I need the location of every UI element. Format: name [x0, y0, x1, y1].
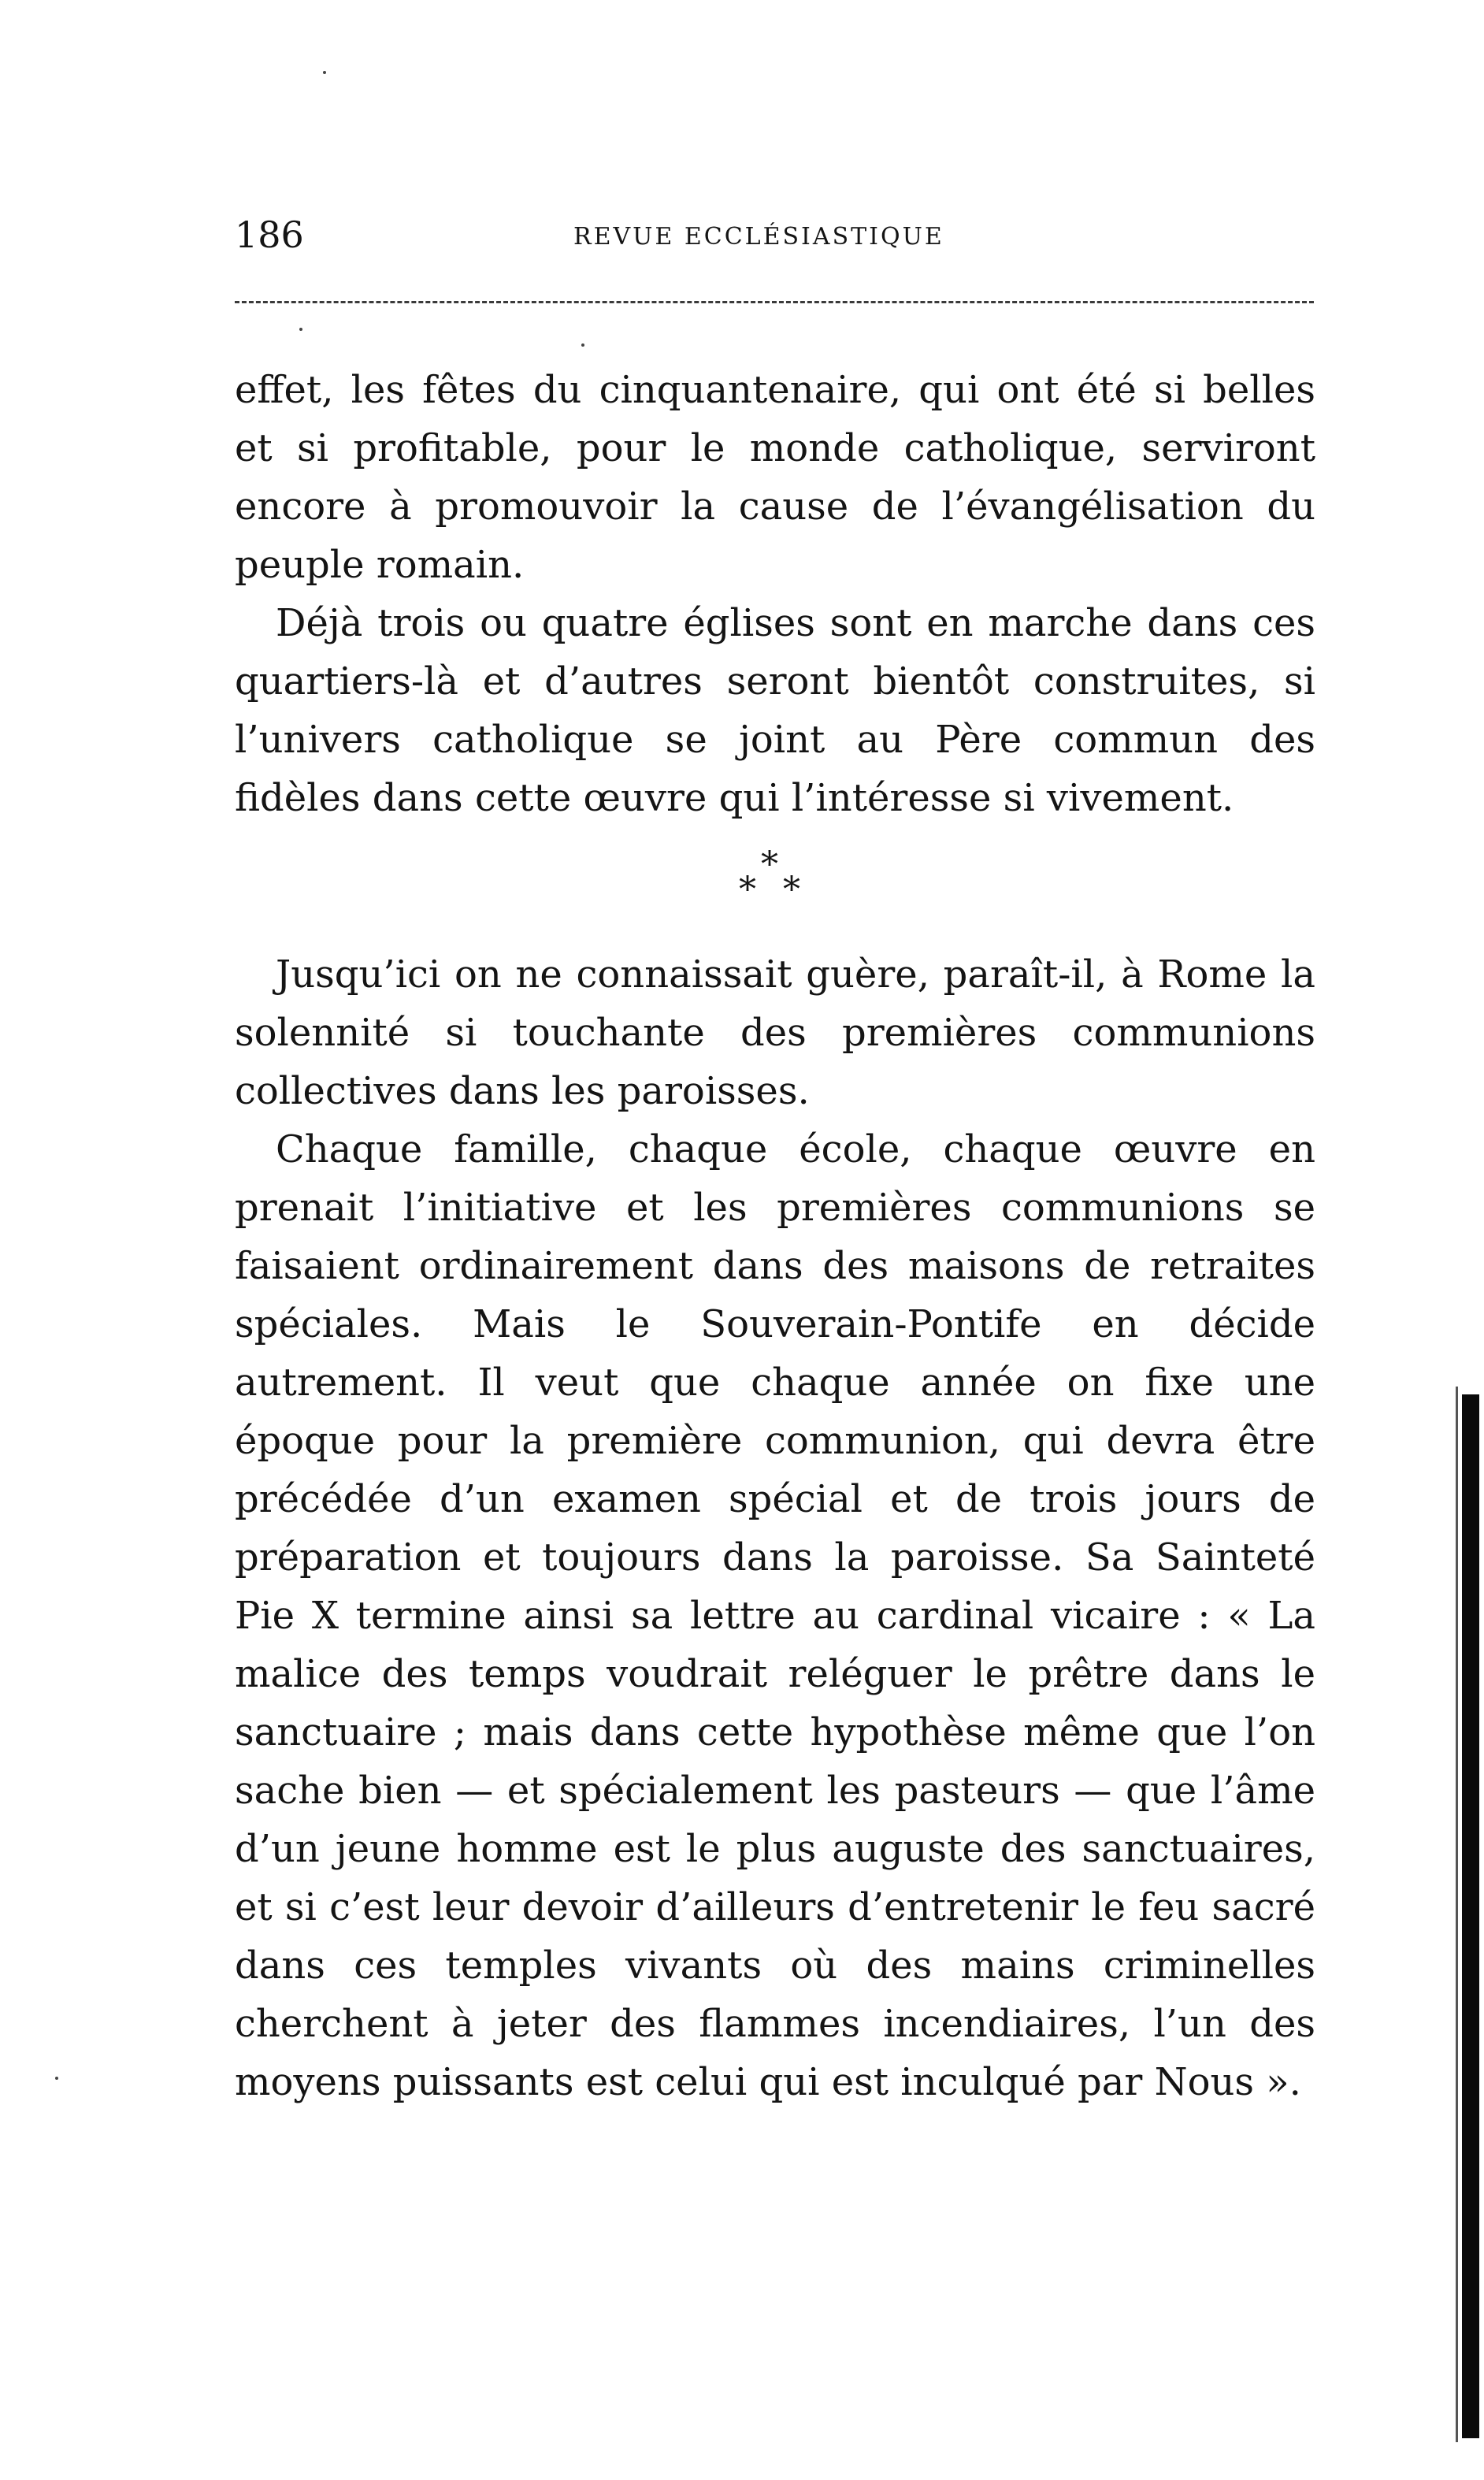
paragraph-2: Déjà trois ou quatre églises sont en marche dans ces quartiers-là et d’autres seront bientôt construites, si l’univers catholique se joint au Père commun des fidèles dans cette œuvre qui l’intéresse si vivement. [235, 601, 1315, 820]
paragraph-3: Jusqu’ici on ne connaissait guère, paraît-il, à Rome la solennité si touchante des premières communions collectives dans les paroisses. [235, 952, 1315, 1113]
header-rule [235, 301, 1314, 303]
scan-margin-shadow [1462, 1394, 1479, 2438]
running-title: REVUE ECCLÉSIASTIQUE [573, 223, 944, 251]
asterism-star-right: * [783, 870, 800, 910]
asterism-star-top: * [761, 845, 778, 885]
page-number: 186 [235, 213, 304, 256]
asterism-separator [235, 827, 1315, 945]
page-header [235, 211, 1315, 266]
body-text [235, 361, 1315, 2111]
scan-speck [299, 328, 302, 331]
scan-speck [55, 2077, 58, 2080]
paragraph-4: Chaque famille, chaque école, chaque œuvre en prenait l’initiative et les premières communions se faisaient ordinairement dans des maisons de retraites spéciales. Mais le Souverain-Pontife en décide autrement. Il veut que chaque année on fixe une époque pour la première communion, qui devra être précédée d’un examen spécial et de trois jours de préparation et toujours dans la paroisse. Sa Sainteté Pie X termine ainsi sa lettre au cardinal vicaire : « La malice des temps voudrait reléguer le prêtre dans le sanctuaire ; mais dans cette hypothèse même que l’on sache bien — et spécialement les pasteurs — que l’âme d’un jeune homme est le plus auguste des sanctuaires, et si c’est leur devoir d’ailleurs d’entretenir le feu sacré dans ces temples vivants où des mains criminelles cherchent à jeter des flammes incendiaires, l’un des moyens puissants est celui qui est inculqué par Nous ». [235, 1127, 1315, 2104]
scan-speck [323, 71, 326, 74]
paragraph-1: effet, les fêtes du cinquantenaire, qui ont été si belles et si profitable, pour le monde catholique, serviront encore à promouvoir la cause de l’évangélisation du peuple romain. [235, 368, 1315, 587]
scan-margin-line [1456, 1387, 1458, 2442]
asterism-star-left: * [739, 870, 756, 910]
scan-speck [581, 343, 584, 347]
